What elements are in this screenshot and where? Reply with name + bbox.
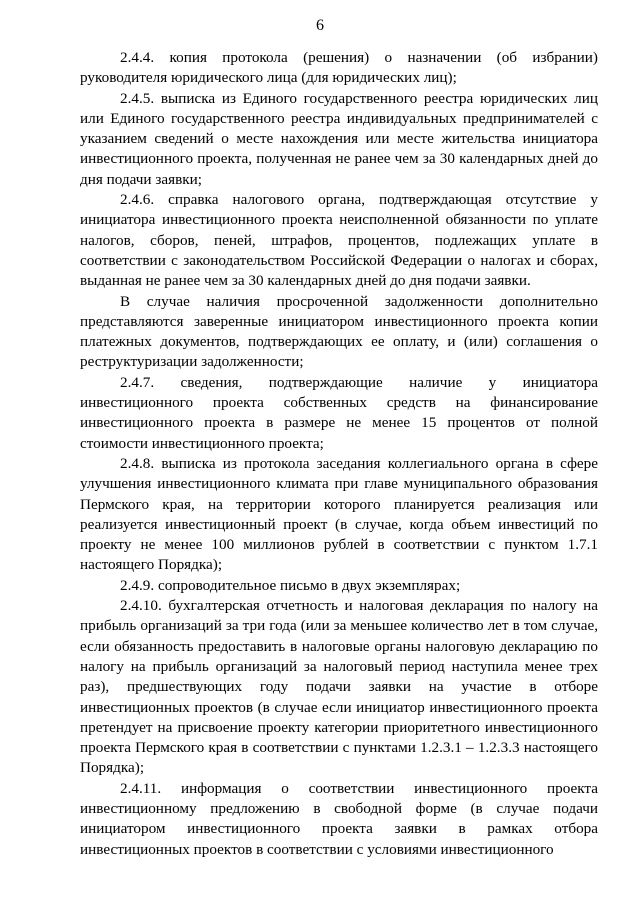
paragraph-2-4-6: 2.4.6. справка налогового органа, подтверждающая отсутствие у инициатора инвестиционного проекта неисполненной обязанности по уплате налогов, сборов, пеней, штрафов, процентов, подлежащих уплате в соответствии с законодательством Российской Федерации о налогах и сборах, выданная не ранее чем за 30 календарных дней до дня подачи заявки. (80, 191, 598, 290)
paragraph-2-4-4: 2.4.4. копия протокола (решения) о назначении (об избрании) руководителя юридического лица (для юридических лиц); (80, 49, 598, 87)
page-number: 6 (316, 17, 324, 34)
paragraph-2-4-10: 2.4.10. бухгалтерская отчетность и налоговая декларация по налогу на прибыль организаций за три года (или за меньшее количество лет в том случае, если обязанность предоставить в налоговые органы налоговую декларацию по налогу на прибыль организаций за налоговый период наступила менее трех раз), предшествующих году подачи заявки на участие в отборе инвестиционных проектов (в случае если инициатор инвестиционного проекта претендует на присвоение проекту категории приоритетного инвестиционного проекта Пермского края в соответствии с пунктами 1.2.3.1 – 1.2.3.3 настоящего Порядка); (80, 597, 598, 777)
paragraph-overdue-debt: В случае наличия просроченной задолженности дополнительно представляются заверенные инициатором инвестиционного проекта копии платежных документов, подтверждающих ее оплату, и (или) соглашения о реструктуризации задолженности; (80, 292, 598, 371)
paragraph-2-4-5: 2.4.5. выписка из Единого государственного реестра юридических лиц или Единого государственного реестра индивидуальных предпринимателей с указанием сведений о месте нахождения или месте жительства инициатора инвестиционного проекта, полученная не ранее чем за 30 календарных дней до дня подачи заявки; (80, 89, 598, 188)
document-body (80, 48, 598, 860)
paragraph-2-4-9: 2.4.9. сопроводительное письмо в двух экземплярах; (120, 576, 461, 594)
paragraph-2-4-7: 2.4.7. сведения, подтверждающие наличие у инициатора инвестиционного проекта собственных средств на финансирование инвестиционного проекта в размере не менее 15 процентов от полной стоимости инвестиционного проекта; (80, 373, 598, 452)
paragraph-2-4-11: 2.4.11. информация о соответствии инвестиционного проекта инвестиционному предложению в свободной форме (в случае подачи инициатором инвестиционного проекта заявки в рамках отбора инвестиционных проектов в соответствии с условиями инвестиционного (80, 779, 598, 858)
paragraph-2-4-8: 2.4.8. выписка из протокола заседания коллегиального органа в сфере улучшения инвестиционного климата при главе муниципального образования Пермского края, на территории которого планируется реализация или реализуется инвестиционный проект (в случае, когда объем инвестиций по проекту не менее 100 миллионов рублей в соответствии с пунктом 1.7.1 настоящего Порядка); (80, 454, 598, 574)
